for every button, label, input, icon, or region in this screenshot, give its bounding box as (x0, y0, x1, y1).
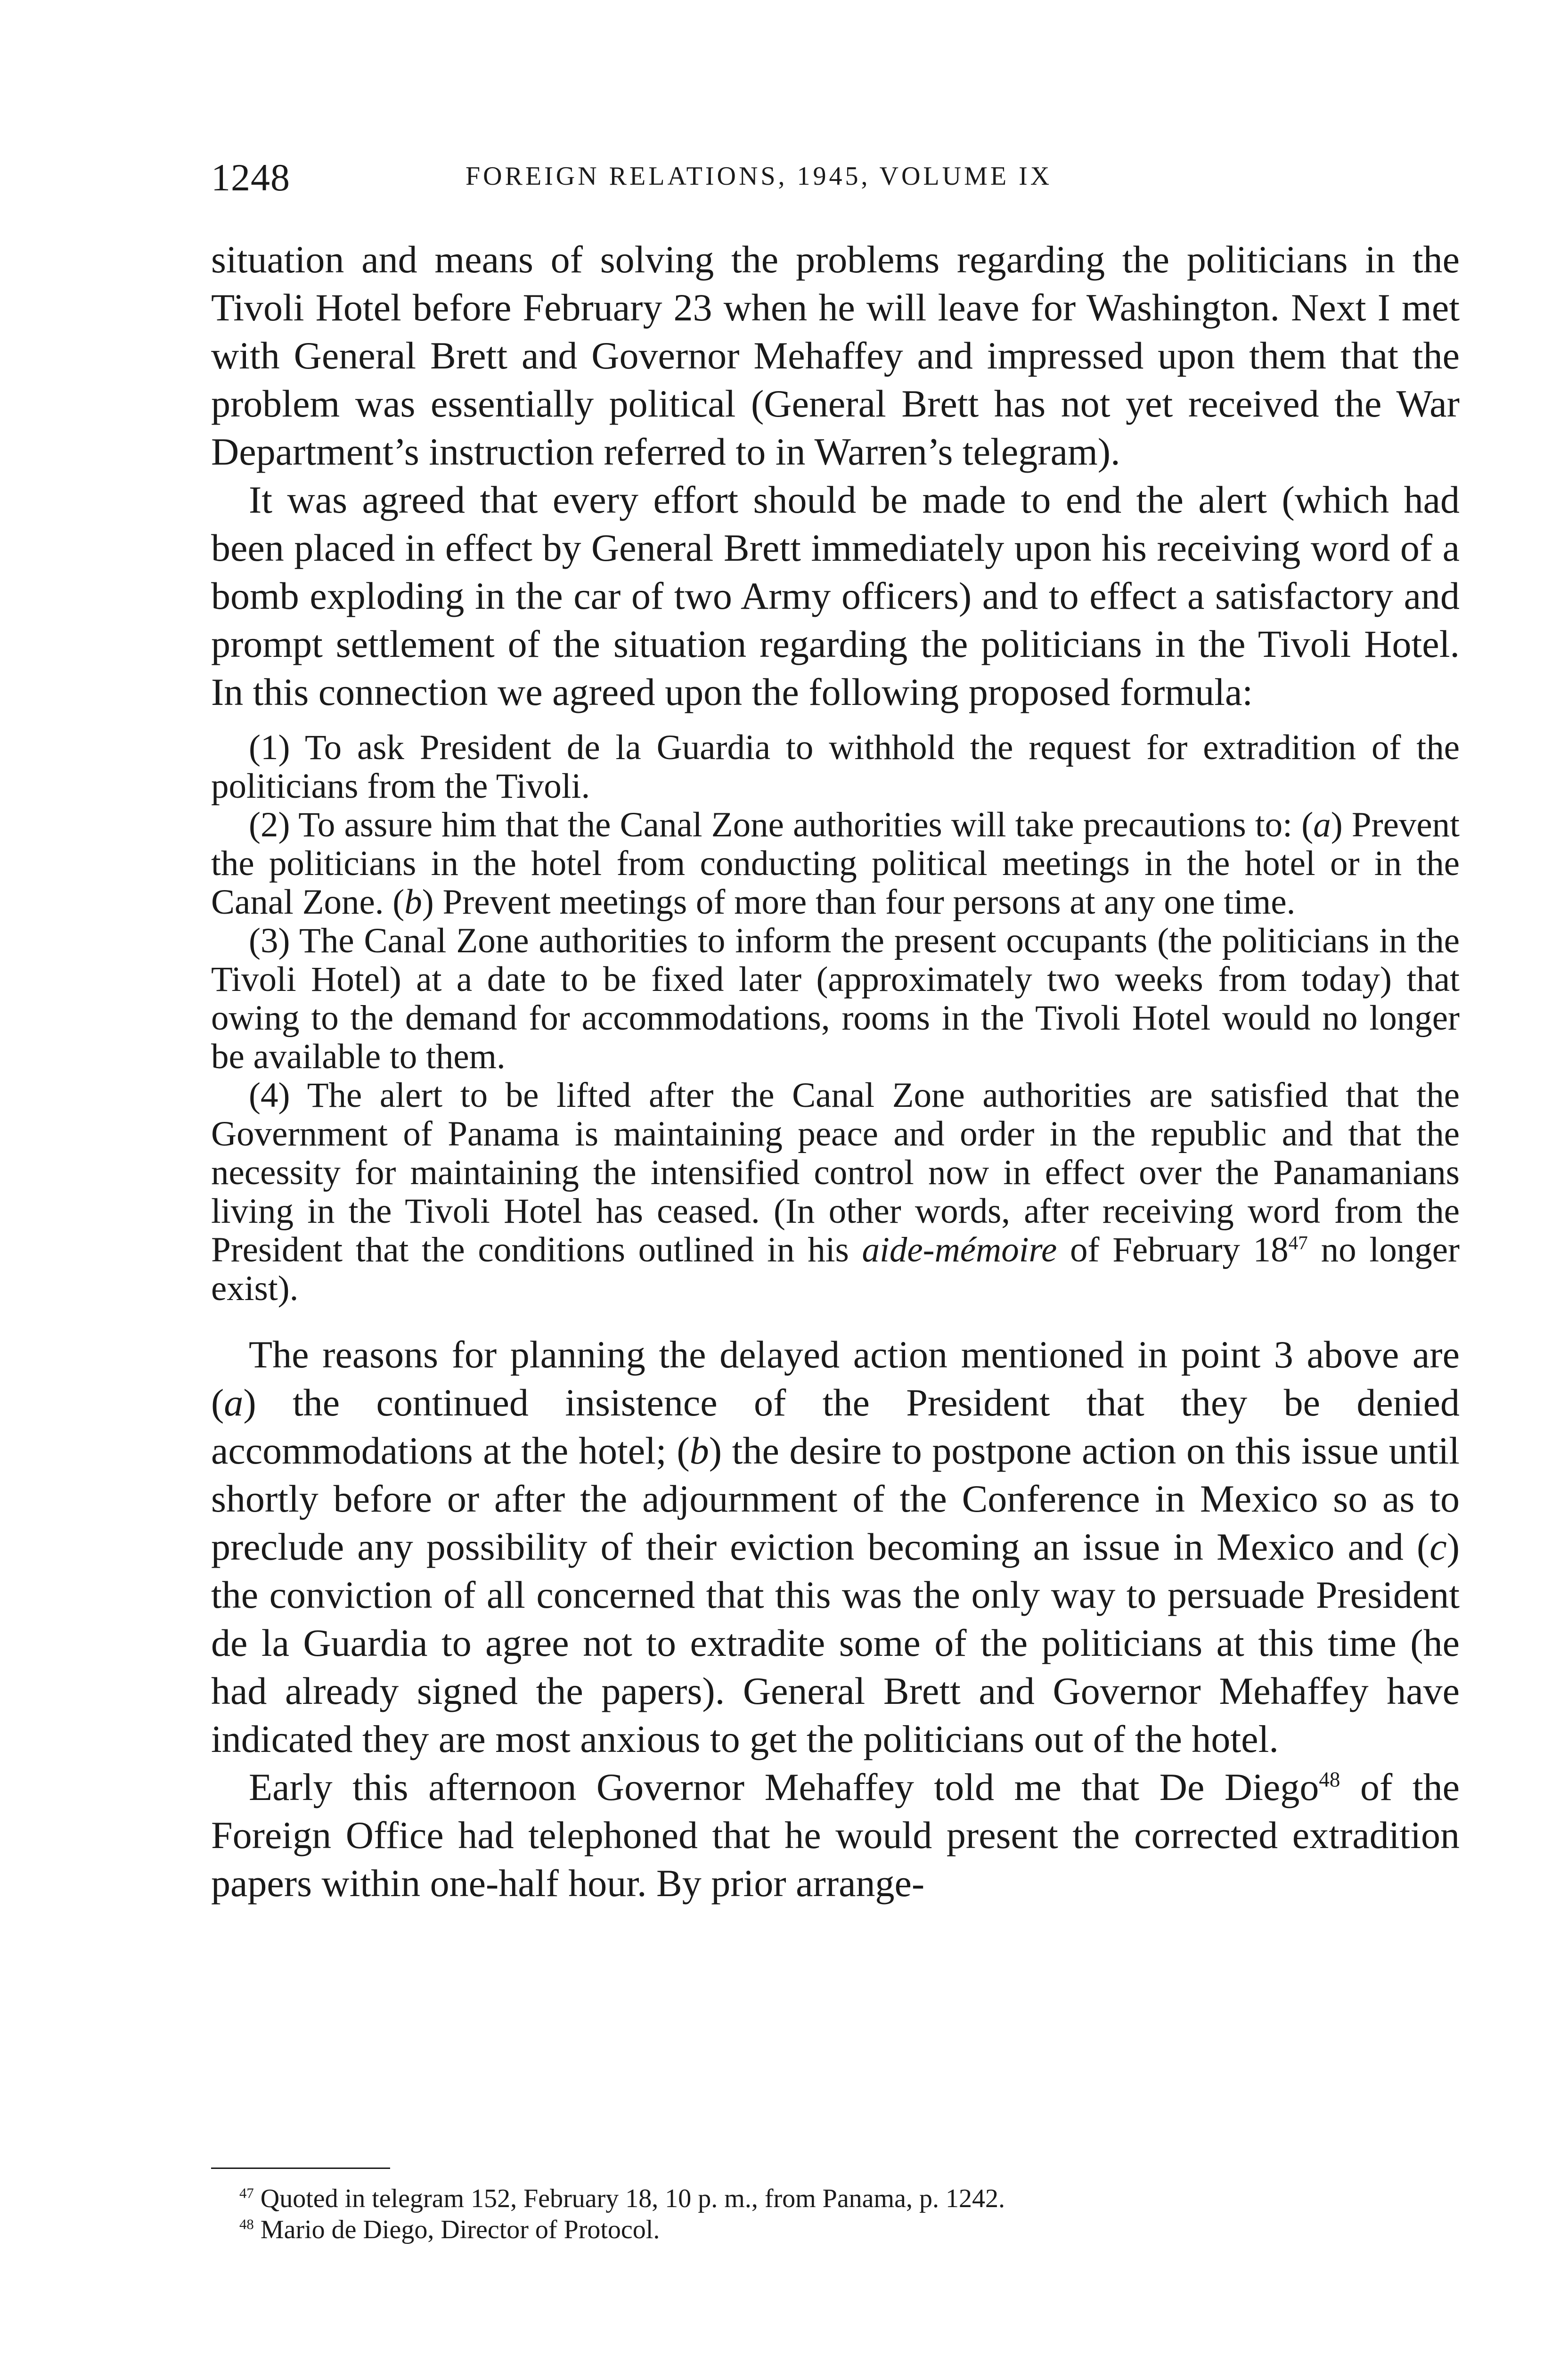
formula-item-1: (1) To ask President de la Guardia to withhold the request for extradition of the politicians from the Tivoli. (211, 728, 1460, 806)
paragraph-2: It was agreed that every effort should be made to end the alert (which had been placed in effect by General Brett immediately upon his receiving word of a bomb exploding in the car of two Army officers) and to effect a satisfactory and prompt settlement of the situation regarding the politicians in the Tivoli Hotel. In this connection we agreed upon the following proposed formula: (211, 478, 1460, 713)
page-header (211, 151, 1460, 203)
footnote-ref-47: 47 (1288, 1232, 1308, 1253)
formula-item-2: (2) To assure him that the Canal Zone authorities will take precautions to: (a) Prevent the politicians in the hotel from conducting political meetings in the hotel or in the Canal Zone. (b) Prevent meetings of more than four persons at any one time. (211, 805, 1460, 922)
paragraph-1: situation and means of solving the problems regarding the politicians in the Tivoli Hotel before February 23 when he will leave for Washington. Next I met with General Brett and Governor Mehaffey and impressed upon them that the problem was essentially political (General Brett has not yet received the War Department’s instruction referred to in Warren’s telegram). (211, 238, 1460, 473)
footnotes (211, 2168, 1460, 2245)
paragraph-4: Early this afternoon Governor Mehaffey told me that De Diego$^{48}$ of the Foreign Office had telephoned that he would present the corrected extradition papers within one-half hour. By prior arrange- (211, 1766, 1460, 1905)
document-body (211, 236, 1460, 1907)
footnote-47: $^{47}$ Quoted in telegram 152, February 18, 10 p. m., from Panama, p. 1242. (239, 2184, 1005, 2213)
footnote-rule (211, 2168, 390, 2169)
paragraph-3: The reasons for planning the delayed action mentioned in point 3 above are (a) the continued insistence of the President that they be denied accommodations at the hotel; (b) the desire to postpone action on this issue until shortly before or after the adjournment of the Conference in Mexico so as to preclude any possibility of their eviction becoming an issue in Mexico and (c) the conviction of all concerned that this was the only way to persuade President de la Guardia to agree not to extradite some of the politicians at this time (he had already signed the papers). General Brett and Governor Mehaffey have indicated they are most anxious to get the politicians out of the hotel. (211, 1333, 1460, 1760)
formula-item-4: (4) The alert to be lifted after the Canal Zone authorities are satisfied that the Government of Panama is maintaining peace and order in the republic and that the necessity for maintaining the intensified control now in effect over the Panamanians living in the Tivoli Hotel has ceased. (In other words, after receiving word from the President that the conditions outlined in his aide-mémoire of February $18^{47}$ no longer exist). (211, 1076, 1460, 1308)
running-title: FOREIGN RELATIONS, 1945, VOLUME IX (466, 162, 1053, 191)
footnote-48: $^{48}$ Mario de Diego, Director of Protocol. (239, 2215, 660, 2244)
formula-item-3: (3) The Canal Zone authorities to inform the present occupants (the politicians in the Tivoli Hotel) at a date to be fixed later (approximately two weeks from today) that owing to the demand for accommodations, rooms in the Tivoli Hotel would no longer be available to them. (211, 921, 1460, 1076)
footnote-ref-48: 48 (1319, 1767, 1340, 1792)
page-number: 1248 (211, 156, 290, 199)
